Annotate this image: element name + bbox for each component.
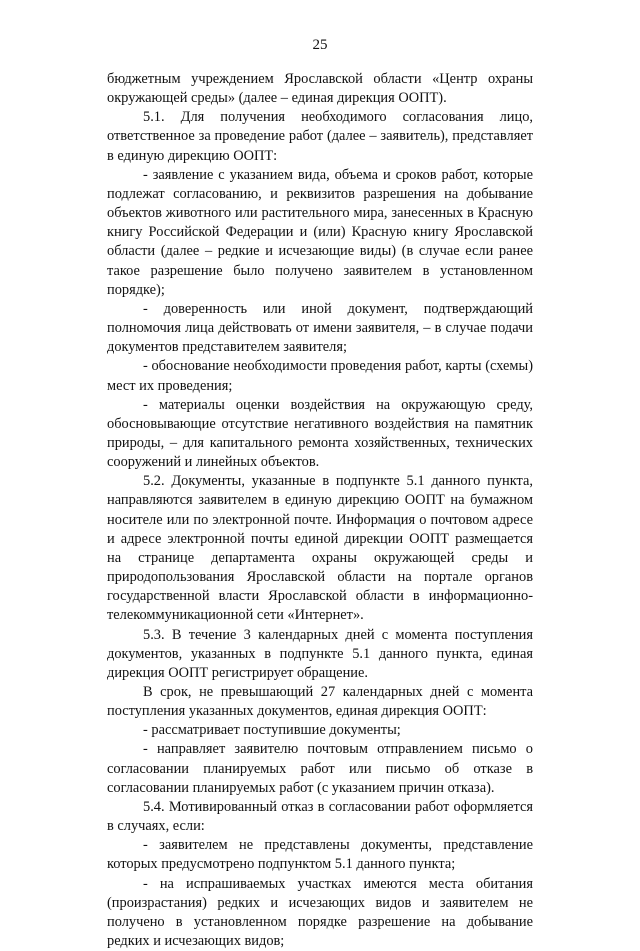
paragraph-5-3: 5.3. В течение 3 календарных дней с момента поступления документов, указанных в подпункте 5.1 данного пункта, единая дирекция ООПТ регистрирует обращение. bbox=[107, 626, 533, 681]
paragraph-5-4: 5.4. Мотивированный отказ в согласовании работ оформляется в случаях, если: bbox=[107, 798, 533, 835]
list-item-power-of-attorney: - доверенность или иной документ, подтверждающий полномочия лица действовать от имени заявителя, – в случае подачи документов представителем заявителя; bbox=[107, 300, 533, 356]
list-item-justification: - обоснование необходимости проведения работ, карты (схемы) мест их проведения; bbox=[107, 358, 533, 394]
paragraph-continuation: бюджетным учреждением Ярославской области «Центр охраны окружающей среды» (далее – единая дирекция ООПТ). bbox=[107, 71, 533, 107]
document-body bbox=[107, 70, 533, 951]
page-number: 25 bbox=[312, 37, 328, 53]
paragraph-deadline: В срок, не превышающий 27 календарных дней с момента поступления указанных документов, единая дирекция ООПТ: bbox=[107, 684, 533, 720]
list-item-rare-species: - на испрашиваемых участках имеются места обитания (произрастания) редких и исчезающих видов и заявителем не получено в установленном порядке разрешение на добывание редких и исчезающих видов; bbox=[107, 875, 533, 950]
list-item-impact-assessment: - материалы оценки воздействия на окружающую среду, обосновывающие отсутствие негативного воздействия на памятник природы, – для капитального ремонта хозяйственных, технических сооружений и линейных объектов. bbox=[107, 396, 533, 471]
list-item-send-letter: - направляет заявителю почтовым отправлением письмо о согласовании планируемых работ или письмо об отказе в согласовании планируемых работ (с указанием причин отказа). bbox=[107, 741, 533, 796]
list-item-application: - заявление с указанием вида, объема и сроков работ, которые подлежат согласованию, и реквизитов разрешения на добывание объектов животного или растительного мира, занесенных в Красную книгу Российской Федерации и (или) Красную книгу Ярославской области (далее – редкие и исчезающие виды) (в случае если ранее такое разрешение было получено заявителем в установленном порядке); bbox=[107, 166, 533, 298]
paragraph-5-1: 5.1. Для получения необходимого согласования лицо, ответственное за проведение работ (далее – заявитель), представляет в единую дирекцию ООПТ: bbox=[107, 109, 533, 164]
list-item-missing-documents: - заявителем не представлены документы, представление которых предусмотрено подпунктом 5.1 данного пункта; bbox=[107, 837, 533, 873]
list-item-review: - рассматривает поступившие документы; bbox=[143, 722, 401, 739]
paragraph-5-2: 5.2. Документы, указанные в подпункте 5.1 данного пункта, направляются заявителем в единую дирекцию ООПТ на бумажном носителе или по электронной почте. Информация о почтовом адресе и адресе электронной почты единой дирекции ООПТ размещается на странице департамента охраны окружающей среды и природопользования Ярославской области на портале органов государственной власти Ярославской области в информационно-телекоммуникационной сети «Интернет». bbox=[107, 473, 533, 624]
